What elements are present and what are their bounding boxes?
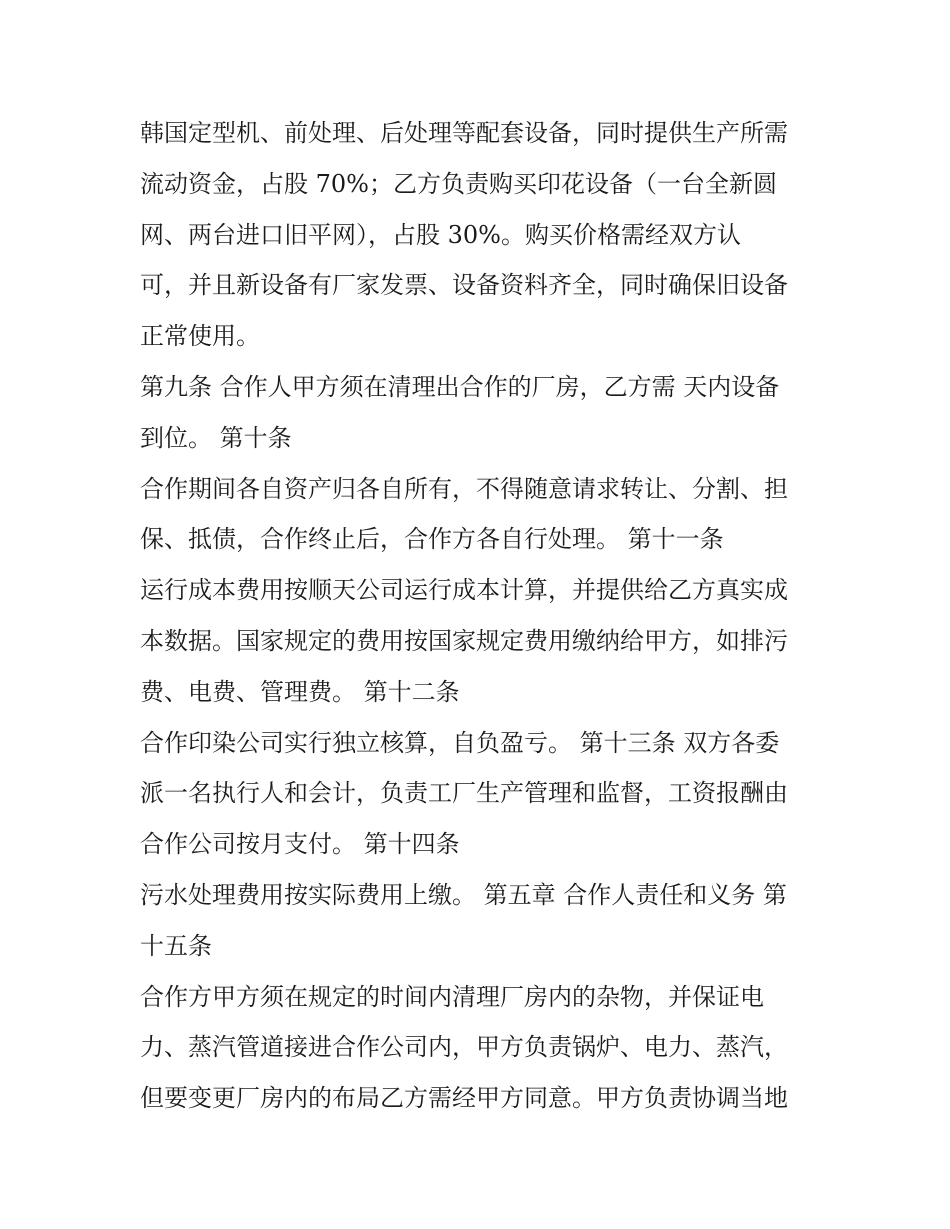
text-line: 派一名执行人和会计，负责工厂生产管理和监督，工资报酬由 xyxy=(140,779,788,808)
text-line: 污水处理费用按实际费用上缴。 第五章 合作人责任和义务 第 xyxy=(140,880,787,909)
text-line: 网、两台进口旧平网），占股 30%。购买价格需经双方认 xyxy=(140,220,741,249)
text-line: 运行成本费用按顺天公司运行成本计算，并提供给乙方真实成 xyxy=(140,576,788,605)
text-line: 但要变更厂房内的布局乙方需经甲方同意。甲方负责协调当地 xyxy=(140,1084,788,1113)
text-line: 合作期间各自资产归各自所有，不得随意请求转让、分割、担 xyxy=(140,474,788,503)
text-line: 合作印染公司实行独立核算，自负盈亏。 第十三条 双方各委 xyxy=(140,728,780,757)
text-line: 十五条 xyxy=(140,931,212,960)
text-line: 力、蒸汽管道接进合作公司内，甲方负责锅炉、电力、蒸汽， xyxy=(140,1033,788,1062)
text-line: 本数据。国家规定的费用按国家规定费用缴纳给甲方，如排污 xyxy=(140,626,788,655)
text-line: 可，并且新设备有厂家发票、设备资料齐全，同时确保旧设备 xyxy=(140,271,788,300)
text-line: 合作公司按月支付。 第十四条 xyxy=(140,830,460,859)
document-body xyxy=(140,108,840,1124)
text-line: 正常使用。 xyxy=(140,322,260,351)
text-line: 费、电费、管理费。 第十二条 xyxy=(140,677,460,706)
text-line: 到位。 第十条 xyxy=(140,423,292,452)
text-line: 保、抵债，合作终止后，合作方各自行处理。 第十一条 xyxy=(140,525,724,554)
text-line: 合作方甲方须在规定的时间内清理厂房内的杂物，并保证电 xyxy=(140,982,764,1011)
text-line: 第九条 合作人甲方须在清理出合作的厂房，乙方需 天内设备 xyxy=(140,372,780,401)
text-line: 韩国定型机、前处理、后处理等配套设备，同时提供生产所需 xyxy=(140,119,788,147)
text-line: 流动资金，占股 70%；乙方负责购买印花设备（一台全新圆 xyxy=(140,169,777,198)
